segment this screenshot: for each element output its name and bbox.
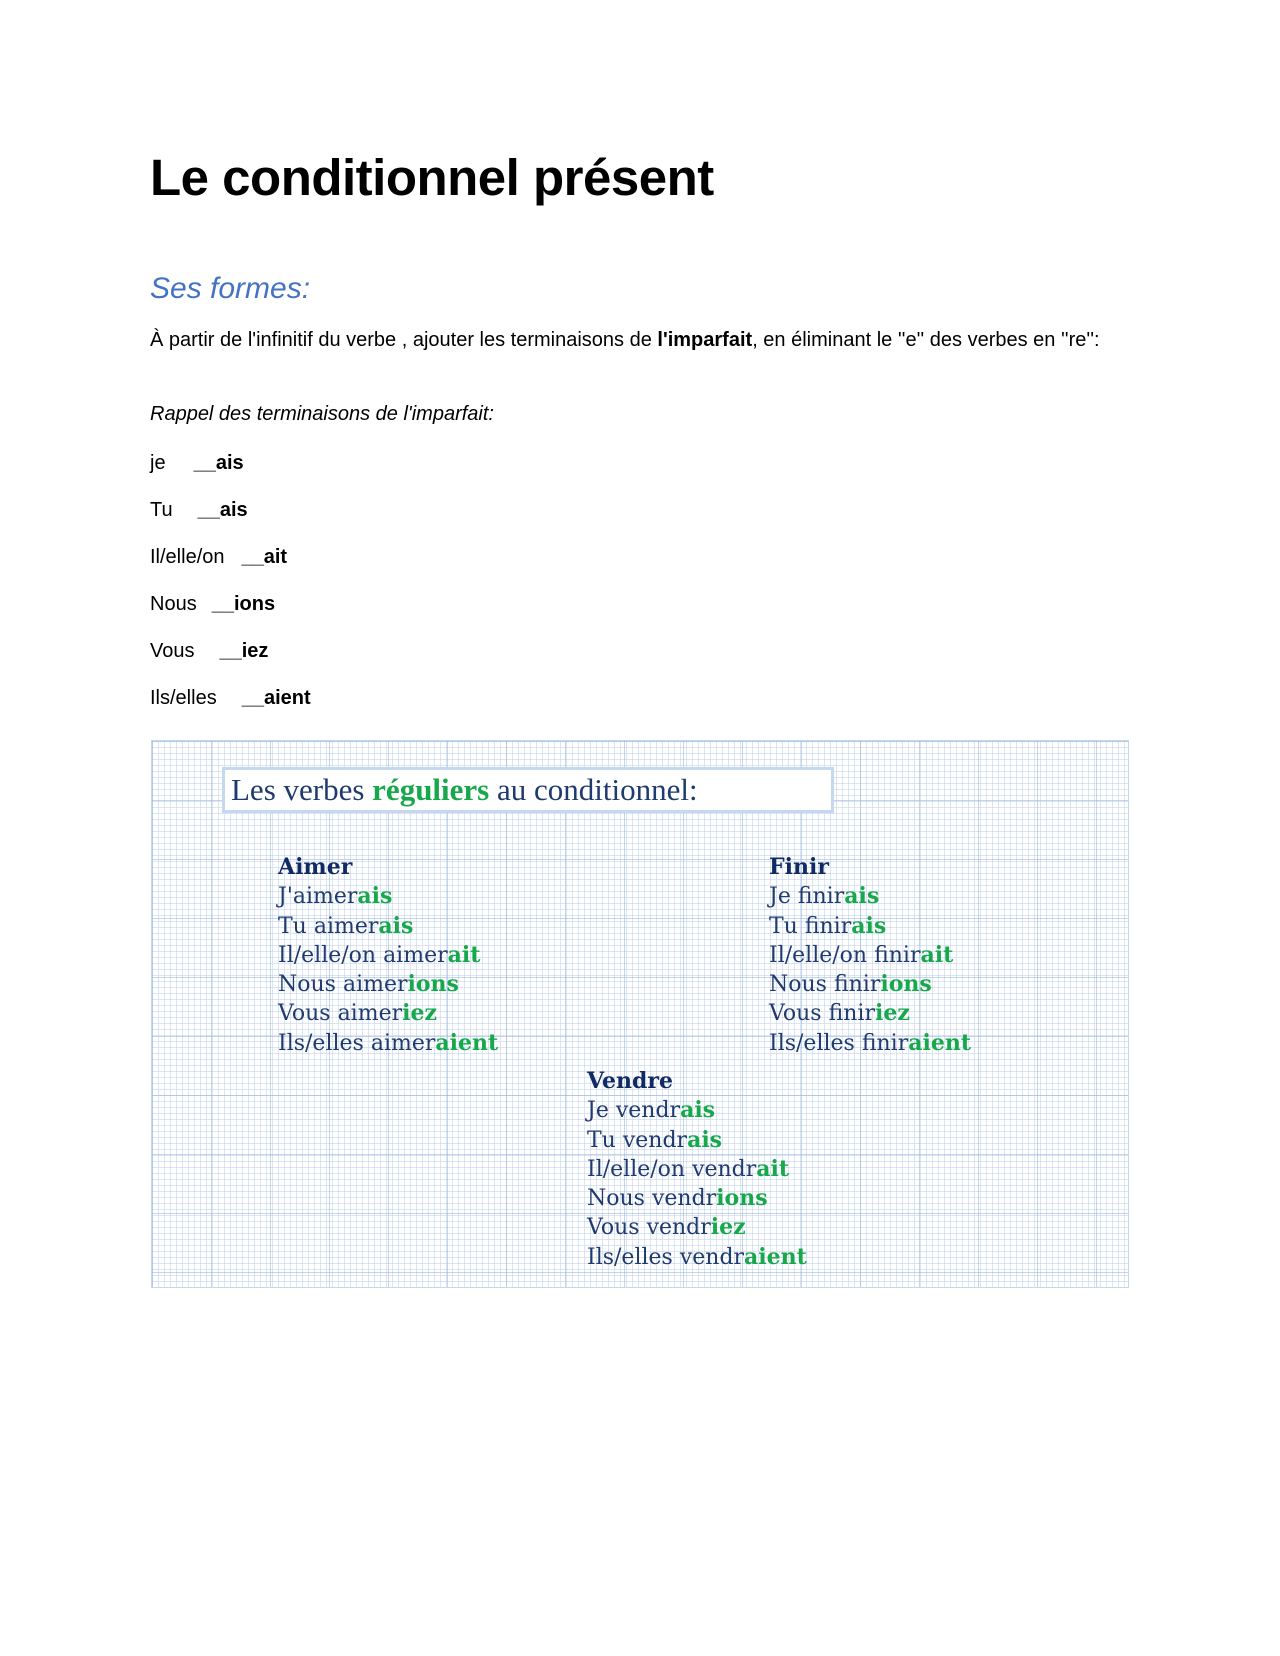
suffix: aient (744, 1243, 807, 1270)
stem: Tu finir (769, 913, 852, 939)
ending-row (150, 499, 248, 522)
suffix: ais (680, 1097, 716, 1124)
verb-title: Finir (769, 854, 829, 880)
suffix: iez (402, 1000, 437, 1027)
conjugation-line (587, 1126, 807, 1155)
suffix: ions (407, 971, 459, 998)
conjugation-line (278, 941, 498, 970)
conjugation-aimer (278, 853, 498, 1058)
stem: Vous vendr (587, 1215, 711, 1241)
suffix: ais (378, 912, 414, 939)
verb-title: Vendre (587, 1068, 674, 1094)
conjugation-line (278, 882, 498, 911)
stem: Ils/elles vendr (587, 1244, 745, 1270)
ending-suffix: __ais (197, 499, 248, 521)
figure-title-before: Les verbes (231, 772, 373, 807)
conjugation-line (278, 970, 498, 999)
conjugation-line (587, 1155, 807, 1184)
stem: Vous aimer (278, 1001, 403, 1027)
conjugation-line (769, 1029, 971, 1058)
ending-suffix: __iez (219, 640, 269, 662)
ending-row (150, 640, 268, 663)
suffix: iez (710, 1214, 746, 1241)
suffix: ions (716, 1185, 768, 1212)
stem: Tu aimer (278, 913, 379, 939)
suffix: iez (874, 1000, 910, 1027)
ending-suffix: __aient (241, 687, 311, 709)
conjugation-finir (769, 853, 971, 1058)
figure-title (222, 767, 834, 813)
intro-text-before: À partir de l'infinitif du verbe , ajouter les terminaisons de (150, 329, 658, 351)
suffix: ions (880, 971, 932, 998)
figure-title-after: au conditionnel: (489, 772, 698, 807)
conjugation-line (587, 1184, 807, 1213)
stem: J'aimer (278, 884, 358, 910)
conjugation-line (769, 970, 971, 999)
suffix: aient (435, 1029, 499, 1056)
ending-pronoun: Tu (150, 499, 173, 521)
stem: Il/elle/on finir (769, 942, 921, 968)
intro-paragraph (150, 325, 1130, 356)
ending-pronoun: je (150, 452, 166, 474)
intro-text-bold: l'imparfait (657, 329, 753, 351)
conjugation-line (587, 1243, 807, 1272)
stem: Je finir (769, 884, 845, 910)
ending-suffix: __ait (241, 546, 288, 568)
conjugation-line (278, 999, 498, 1028)
stem: Il/elle/on vendr (587, 1156, 757, 1182)
page-title: Le conditionnel présent (150, 149, 714, 206)
stem: Il/elle/on aimer (278, 942, 448, 968)
verb-title: Aimer (278, 854, 353, 880)
conjugation-vendre (587, 1067, 807, 1272)
conjugation-line (278, 912, 498, 941)
ending-pronoun: Vous (150, 640, 195, 662)
conjugation-line (769, 882, 971, 911)
stem: Nous aimer (278, 972, 408, 998)
ending-suffix: __ions (211, 593, 276, 615)
section-title: Ses formes: (150, 272, 311, 305)
stem: Tu vendr (587, 1127, 688, 1153)
suffix: ait (920, 941, 954, 968)
stem: Nous vendr (587, 1186, 717, 1212)
ending-row (150, 687, 311, 710)
suffix: ais (851, 912, 887, 939)
conjugation-line (769, 941, 971, 970)
regular-verbs-figure (151, 740, 1129, 1288)
ending-pronoun: Il/elle/on (150, 546, 225, 568)
reminder-text: Rappel des terminaisons de l'imparfait: (150, 403, 494, 425)
figure-title-highlight: réguliers (372, 772, 490, 807)
stem: Ils/elles finir (769, 1030, 909, 1056)
conjugation-line (587, 1213, 807, 1242)
conjugation-line (587, 1096, 807, 1125)
ending-row (150, 452, 244, 475)
suffix: ait (447, 941, 481, 968)
stem: Vous finir (769, 1001, 875, 1027)
ending-row (150, 593, 275, 616)
ending-suffix: __ais (193, 452, 244, 474)
suffix: ais (687, 1126, 723, 1153)
conjugation-line (769, 999, 971, 1028)
stem: Je vendr (587, 1098, 681, 1124)
suffix: ais (357, 883, 393, 910)
suffix: ait (756, 1155, 790, 1182)
intro-text-after: , en éliminant le ''e'' des verbes en ''re'': (752, 329, 1100, 351)
stem: Nous finir (769, 972, 881, 998)
conjugation-line (769, 912, 971, 941)
stem: Ils/elles aimer (278, 1030, 436, 1056)
suffix: ais (844, 883, 880, 910)
suffix: aient (908, 1029, 971, 1056)
conjugation-line (278, 1029, 498, 1058)
ending-row (150, 546, 287, 569)
ending-pronoun: Nous (150, 593, 197, 615)
ending-pronoun: Ils/elles (150, 687, 217, 709)
